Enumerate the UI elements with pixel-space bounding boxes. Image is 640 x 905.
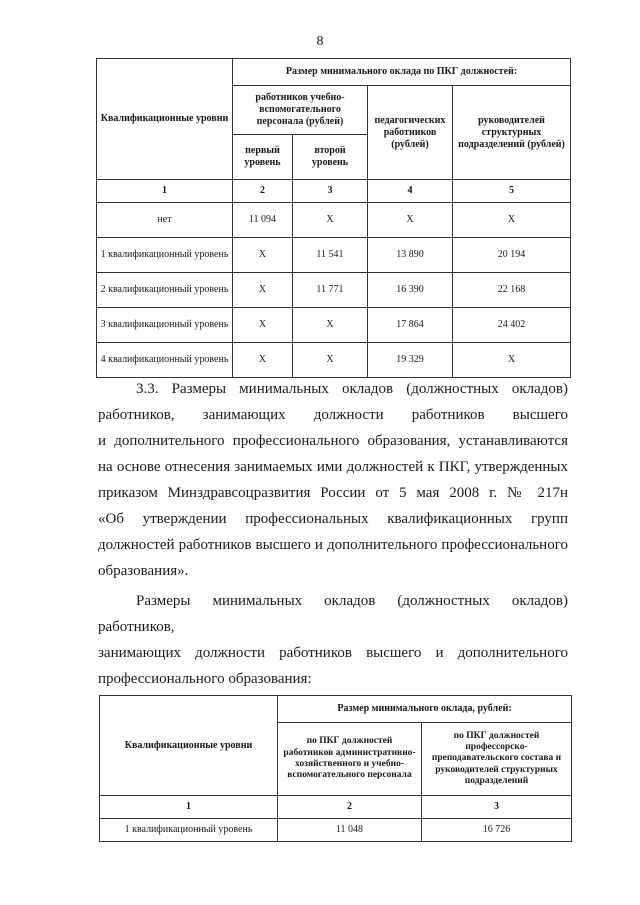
- table-cell: Х: [233, 308, 293, 343]
- row-label: 4 квалификационный уровень: [97, 343, 233, 378]
- header-min-salary: Размер минимального оклада по ПКГ должностей:: [233, 59, 571, 86]
- table-cell: Х: [293, 203, 368, 238]
- header-admin-support-staff: по ПКГ должностей работников административно-хозяйственного и учебно-вспомогательного персонала: [278, 723, 422, 796]
- table-cell: Х: [453, 203, 571, 238]
- header-min-salary: Размер минимального оклада, рублей:: [278, 696, 572, 723]
- table-cell: 11 048: [278, 819, 422, 842]
- table-cell: Х: [453, 343, 571, 378]
- paragraph-line: приказом Минздравсоцразвития России от 5 мая 2008 г. № 217н: [98, 485, 568, 501]
- header-qualification-levels: Квалификационные уровни: [97, 59, 233, 180]
- table-cell: 13 890: [368, 238, 453, 273]
- table-cell: 17 864: [368, 308, 453, 343]
- table-cell: Х: [233, 238, 293, 273]
- paragraph-line: профессионального образования:: [98, 671, 312, 687]
- table-row: [97, 203, 571, 238]
- column-number: 3: [422, 796, 572, 819]
- row-label: 2 квалификационный уровень: [97, 273, 233, 308]
- column-number-row: [100, 796, 572, 819]
- header-faculty-and-heads: по ПКГ должностей профессорско-преподавательского состава и руководителей структурных подразделений: [422, 723, 572, 796]
- table-row: [100, 819, 572, 842]
- row-label: 3 квалификационный уровень: [97, 308, 233, 343]
- row-label: 1 квалификационный уровень: [97, 238, 233, 273]
- table-cell: Х: [293, 343, 368, 378]
- table-cell: 11 541: [293, 238, 368, 273]
- row-label: 1 квалификационный уровень: [100, 819, 278, 842]
- table-cell: 20 194: [453, 238, 571, 273]
- row-label: нет: [97, 203, 233, 238]
- header-level-first: первый уровень: [233, 135, 293, 180]
- table-cell: 24 402: [453, 308, 571, 343]
- table-cell: 16 390: [368, 273, 453, 308]
- column-number-row: [97, 180, 571, 203]
- table-row: [97, 343, 571, 378]
- column-number: 1: [97, 180, 233, 203]
- column-number: 4: [368, 180, 453, 203]
- paragraph-line: работников, занимающих должности работников высшего: [98, 407, 568, 423]
- table-cell: 22 168: [453, 273, 571, 308]
- header-unit-heads: руководителей структурных подразделений (рублей): [453, 86, 571, 180]
- paragraph-salaries-intro: [98, 588, 568, 692]
- paragraph-line: и дополнительного профессионального образования, устанавливаются: [98, 433, 568, 449]
- header-pedagogical-staff: педагогических работников (рублей): [368, 86, 453, 180]
- table-cell: Х: [368, 203, 453, 238]
- salary-table-education-staff: [96, 58, 571, 378]
- table-cell: Х: [233, 343, 293, 378]
- column-number: 2: [233, 180, 293, 203]
- salary-table-higher-education: [99, 695, 572, 842]
- column-number: 3: [293, 180, 368, 203]
- paragraph-line: образования».: [98, 563, 189, 579]
- header-support-staff: работников учебно-вспомогательного персонала (рублей): [233, 86, 368, 135]
- column-number: 1: [100, 796, 278, 819]
- table-row: [97, 308, 571, 343]
- table-cell: Х: [233, 273, 293, 308]
- paragraph-line: Размеры минимальных окладов (должностных окладов) работников,: [98, 593, 568, 635]
- paragraph-line: на основе отнесения занимаемых ими должностей к ПКГ, утвержденных: [98, 459, 568, 475]
- paragraph-line: «Об утверждении профессиональных квалификационных групп: [98, 511, 568, 527]
- table-row: [97, 273, 571, 308]
- column-number: 5: [453, 180, 571, 203]
- header-level-second: второй уровень: [293, 135, 368, 180]
- paragraph-3-3: [98, 376, 568, 584]
- header-qualification-levels: Квалификационные уровни: [100, 696, 278, 796]
- table-row: [97, 238, 571, 273]
- table-cell: 11 094: [233, 203, 293, 238]
- page-number: 8: [316, 34, 324, 49]
- table-cell: 11 771: [293, 273, 368, 308]
- table-cell: Х: [293, 308, 368, 343]
- column-number: 2: [278, 796, 422, 819]
- paragraph-line: занимающих должности работников высшего и дополнительного: [98, 645, 568, 661]
- table-cell: 19 329: [368, 343, 453, 378]
- paragraph-line: 3.3. Размеры минимальных окладов (должностных окладов): [136, 381, 568, 397]
- paragraph-line: должностей работников высшего и дополнительного профессионального: [98, 537, 568, 553]
- table-cell: 16 726: [422, 819, 572, 842]
